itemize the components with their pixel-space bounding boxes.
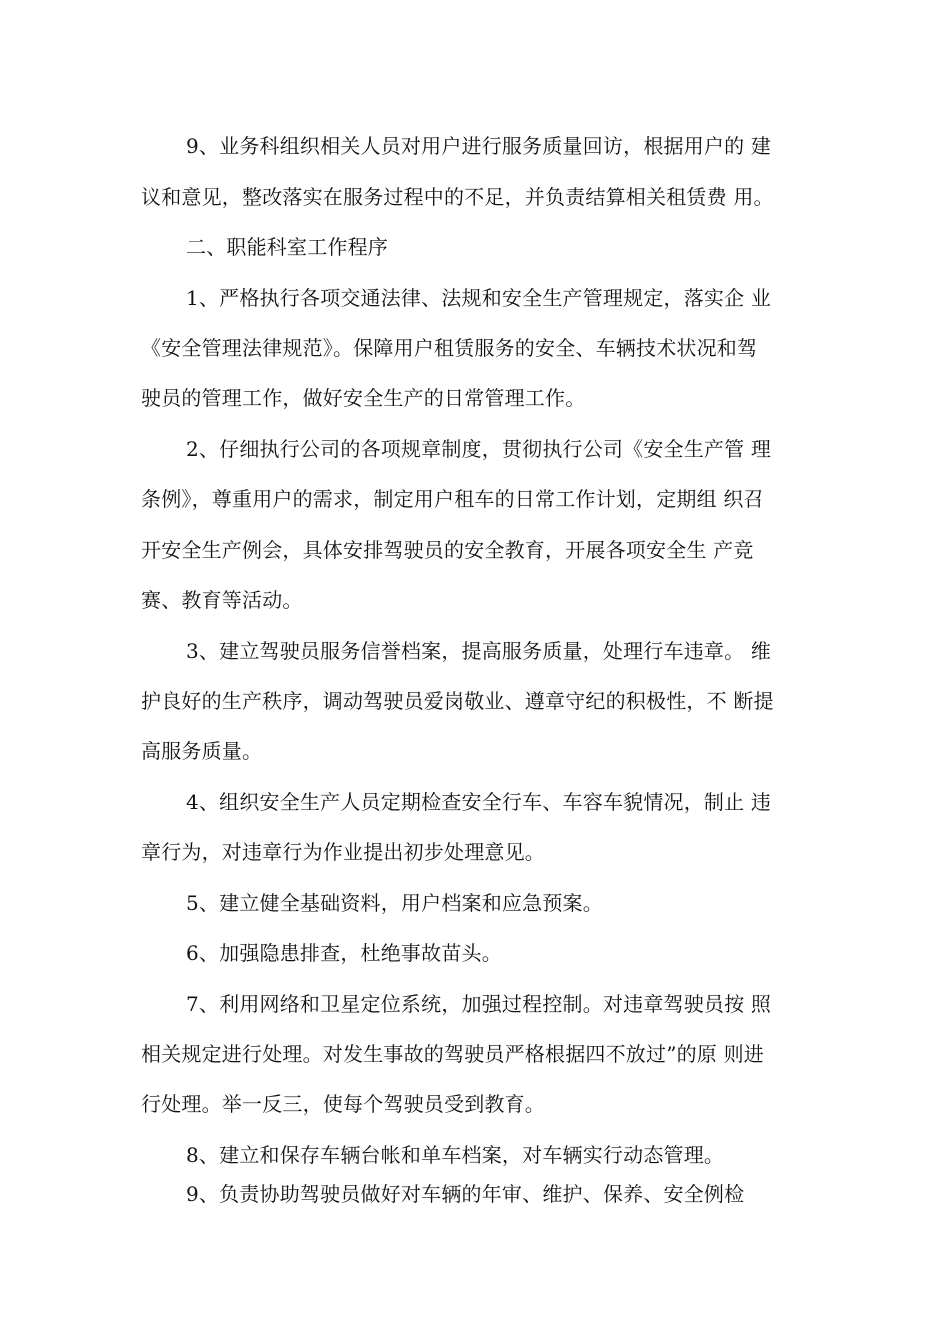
paragraph-item-5: 5、建立健全基础资料，用户档案和应急预案。 <box>186 891 603 915</box>
paragraph-item-3-line-3: 高服务质量。 <box>141 739 263 763</box>
paragraph-1-line-2: 议和意见，整改落实在服务过程中的不足，并负责结算相关租赁费 用。 <box>141 185 774 209</box>
paragraph-item-8: 8、建立和保存车辆台帐和单车档案，对车辆实行动态管理。 <box>186 1143 725 1167</box>
paragraph-item-3-line-1: 3、建立驾驶员服务信誉档案，提高服务质量，处理行车违章。 维 <box>186 639 772 663</box>
paragraph-item-2-line-3: 开安全生产例会，具体安排驾驶员的安全教育，开展各项安全生 产竞 <box>141 538 754 562</box>
paragraph-item-7-line-1: 7、利用网络和卫星定位系统，加强过程控制。对违章驾驶员按 照 <box>186 992 772 1016</box>
paragraph-item-4-line-1: 4、组织安全生产人员定期检查安全行车、车容车貌情况，制止 违 <box>186 790 772 814</box>
paragraph-item-3-line-2: 护良好的生产秩序，调动驾驶员爱岗敬业、遵章守纪的积极性，不 断提 <box>141 689 774 713</box>
paragraph-item-1-line-1: 1、严格执行各项交通法律、法规和安全生产管理规定，落实企 业 <box>186 286 772 310</box>
paragraph-item-7-line-3: 行处理。举一反三，使每个驾驶员受到教育。 <box>141 1092 545 1116</box>
paragraph-item-2-line-1: 2、仔细执行公司的各项规章制度，贯彻执行公司《安全生产管 理 <box>186 437 772 461</box>
paragraph-1-line-1: 9、业务科组织相关人员对用户进行服务质量回访，根据用户的 建 <box>186 134 772 158</box>
paragraph-item-6: 6、加强隐患排查，杜绝事故苗头。 <box>186 941 502 965</box>
paragraph-item-2-line-2: 条例》，尊重用户的需求，制定用户租车的日常工作计划，定期组 织召 <box>141 487 764 511</box>
section-heading: 二、职能科室工作程序 <box>186 235 388 259</box>
paragraph-item-9: 9、负责协助驾驶员做好对车辆的年审、维护、保养、安全例检 <box>186 1182 745 1206</box>
paragraph-item-4-line-2: 章行为，对违章行为作业提出初步处理意见。 <box>141 840 545 864</box>
paragraph-item-1-line-2: 《安全管理法律规范》。保障用户租赁服务的安全、车辆技术状况和驾 <box>141 336 758 360</box>
paragraph-item-2-line-4: 赛、教育等活动。 <box>141 588 303 612</box>
paragraph-item-1-line-3: 驶员的管理工作，做好安全生产的日常管理工作。 <box>141 386 586 410</box>
paragraph-item-7-line-2: 相关规定进行处理。对发生事故的驾驶员严格根据四不放过”的原 则进 <box>141 1042 764 1066</box>
